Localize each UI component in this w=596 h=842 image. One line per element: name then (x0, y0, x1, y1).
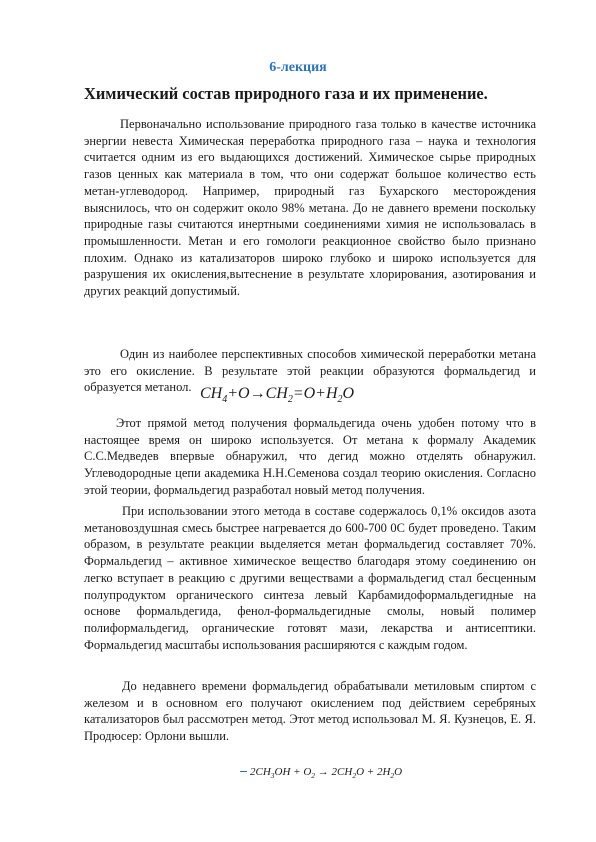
paragraph-3: Этот прямой метод получения формальдегида очень удобен потому что в настоящее время он широко используется. От метана к формалу Академик С.С.Медведев впервые обнаружил, что дегид можно отделять обнаружил. Углеводородные цепи академика Н.Н.Семенова создал теорию окисления. Согласно этой теории, формальдегид разработал новый метод получения. (84, 416, 536, 497)
paragraph-2: Один из наиболее перспективных способов химической переработки метана это его окисление. В результате этой реакции образуются формальдегид и образуется метанол. (84, 347, 536, 395)
formula-methanol-oxidation: $2CH_3OH + O_2 \to 2CH_2O + 2H_2O$ (250, 766, 403, 781)
paragraph-1: Первоначально использование природного газа только в качестве источника энергии невеста Химическая переработка природного газа – наука и технология считается одним из его выдающихся достижений. Химическое сырье природных газов ценных как материала в том, что они содержат большое количество есть метан-углеводород. Например, природный газ Бухарского месторождения выяснилось, что он содержит около 98% метана. До не давнего времени поскольку природные газы считаются инертными соединениями химия не использовалась в промышленности. Метан и его гомологи реакционное свойство было признано плохим. Однако из катализаторов широко глубоко и широко используется для разрушения их окисления,вытеснение в результате хлорирования, азотирования и других реакций допустимый. (84, 117, 536, 299)
paragraph-5: До недавнего времени формальдегид обрабатывали метиловым спиртом с железом и в основном его получают окислением под действием серебряных катализаторов был рассмотрен метод. Этот метод использовал М. Я. Кузнецов, Е. Я. Продюсер: Орлони вышли. (84, 679, 536, 744)
formula-methane-oxidation: $CH_4+O\to CH_2=O+H_2O$ (200, 385, 355, 406)
page-title: Химический состав природного газа и их применение. (84, 84, 488, 103)
formula-anchor-mark (240, 771, 247, 772)
paragraph-4: При использовании этого метода в составе содержалось 0,1% оксидов азота метановоздушная смесь быстрее нагревается до 600-700 0С будет проведено. Таким образом, в результате реакции выделяется метан формальдегид составляет 70%. Формальдегид – активное химическое вещество благодаря этому соединению он легко вступает в реакцию с другими веществами а формальдегид стал бесценным полупродуктом органического синтеза левый Карбамидоформальдегидные на основе формальдегида, фенол-формальдегидные смолы, новый полимер полиформальдегид, органические готовят мази, лекарства и антисептики. Формальдегид масштабы использования расширяются с каждым годом. (84, 504, 536, 652)
lecture-number: 6-лекция (269, 60, 327, 75)
